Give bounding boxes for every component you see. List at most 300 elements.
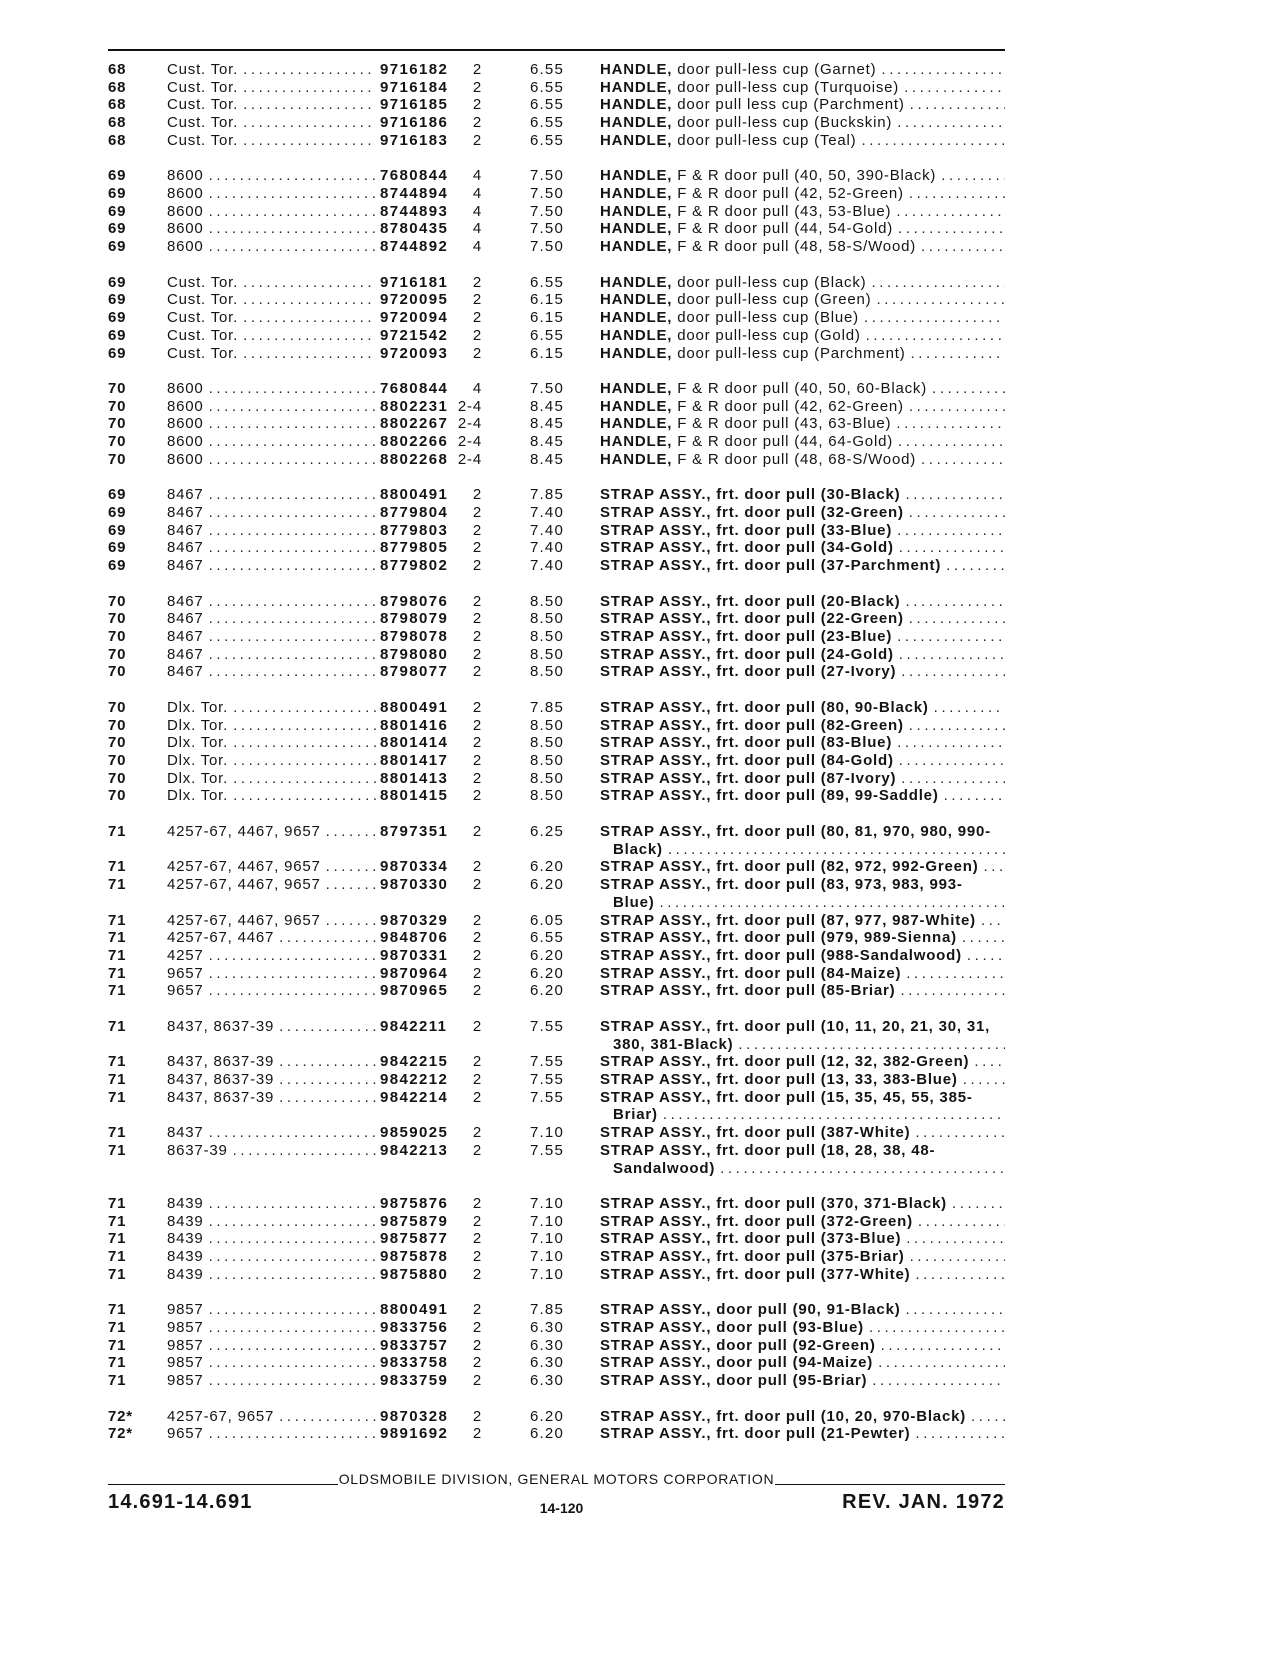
price: 8.45 <box>530 415 564 433</box>
description-text <box>600 1230 901 1248</box>
model-cell <box>167 1089 376 1107</box>
model-text: 9857 <box>167 1319 204 1337</box>
price: 7.10 <box>530 1195 564 1212</box>
model-cell <box>167 663 376 681</box>
part-number: 9870329 <box>380 911 449 929</box>
description-text <box>600 1408 966 1426</box>
description-detail: frt. door pull (372-Green) <box>716 1212 913 1230</box>
model-cell <box>167 398 376 416</box>
description-detail: door pull-less cup (Parchment) <box>677 344 906 362</box>
model-text: 8600 <box>167 167 204 185</box>
model-text: 8600 <box>167 450 204 468</box>
parts-row <box>108 1124 1005 1142</box>
parts-row <box>108 79 1005 97</box>
description-text <box>600 132 856 150</box>
part-name: HANDLE, <box>600 220 673 238</box>
parts-row <box>108 291 1005 309</box>
year-cell: 71 <box>108 1230 127 1248</box>
leader-dots <box>976 912 1005 930</box>
description-detail: F & R door pull (42, 62-Green) <box>677 397 904 415</box>
part-name: HANDLE, <box>600 344 673 362</box>
part-name: HANDLE, <box>600 291 673 309</box>
quantity: 2 <box>472 96 482 114</box>
quantity: 2 <box>472 1336 482 1354</box>
description <box>600 557 1005 575</box>
description-detail: frt. door pull (10, 11, 20, 21, 30, 31, <box>716 1017 991 1035</box>
description-text <box>600 1354 873 1372</box>
price: 7.55 <box>530 1141 564 1159</box>
quantity: 2 <box>472 787 482 805</box>
quantity: 2 <box>472 61 482 78</box>
leader-dots <box>204 1319 376 1337</box>
description-text <box>600 504 904 522</box>
leader-dots <box>204 1266 376 1284</box>
leader-dots <box>893 220 1005 238</box>
model-text: 8600 <box>167 238 204 256</box>
model-cell <box>167 628 376 646</box>
model-text: 8437, 8637-39 <box>167 1017 275 1035</box>
part-name: HANDLE, <box>600 96 673 114</box>
description <box>600 1319 1005 1337</box>
leader-dots <box>715 1160 1005 1178</box>
leader-dots <box>204 1230 376 1248</box>
price: 6.30 <box>530 1372 564 1390</box>
quantity: 2 <box>472 1354 482 1372</box>
leader-dots <box>204 398 376 416</box>
model-cell <box>167 433 376 451</box>
quantity: 2 <box>472 1319 482 1337</box>
year-cell: 70 <box>108 379 127 397</box>
price: 7.10 <box>530 1124 564 1142</box>
header-rule <box>108 49 1005 51</box>
model-text: 9657 <box>167 964 204 982</box>
description <box>600 1408 1005 1426</box>
part-number: 8801414 <box>380 734 449 752</box>
leader-dots <box>204 557 376 575</box>
description-detail: frt. door pull (12, 32, 382-Green) <box>716 1053 970 1071</box>
quantity: 2 <box>472 610 482 628</box>
model-cell <box>167 345 376 363</box>
quantity: 2 <box>472 309 482 327</box>
part-name: STRAP ASSY., <box>600 592 712 610</box>
description-text <box>600 238 916 256</box>
quantity: 2 <box>472 1407 482 1425</box>
parts-row <box>108 96 1005 114</box>
quantity: 2 <box>472 1124 482 1142</box>
price: 6.55 <box>530 131 564 149</box>
leader-dots <box>893 433 1005 451</box>
description <box>600 1071 1005 1089</box>
model-cell <box>167 1071 376 1089</box>
price: 7.50 <box>530 185 564 203</box>
parts-row <box>108 1354 1005 1372</box>
part-number: 9870965 <box>380 982 449 1000</box>
price: 7.50 <box>530 220 564 238</box>
price: 7.50 <box>530 379 564 397</box>
description <box>600 1372 1005 1390</box>
price: 8.50 <box>530 787 564 805</box>
year-cell: 68 <box>108 96 127 114</box>
part-number: 7680844 <box>380 167 449 185</box>
leader-dots <box>901 965 1005 983</box>
description-detail: frt. door pull (10, 20, 970-Black) <box>716 1407 967 1425</box>
leader-dots <box>204 220 376 238</box>
description-text <box>600 203 891 221</box>
description-detail: frt. door pull (84-Maize) <box>716 964 902 982</box>
year-cell: 69 <box>108 309 127 327</box>
quantity: 2 <box>472 557 482 575</box>
model-cell <box>167 610 376 628</box>
quantity: 2 <box>472 503 482 521</box>
year-cell: 70 <box>108 645 127 663</box>
description <box>600 1053 1005 1071</box>
part-name: STRAP ASSY., <box>600 946 712 964</box>
model-cell <box>167 699 376 717</box>
quantity: 2 <box>472 1053 482 1071</box>
description-text <box>600 1372 867 1390</box>
model-cell <box>167 327 376 345</box>
part-name: HANDLE, <box>600 415 673 433</box>
description-detail: door pull-less cup (Teal) <box>677 131 857 149</box>
model-cell <box>167 876 376 894</box>
part-name: STRAP ASSY., <box>600 1354 712 1372</box>
parts-row <box>108 539 1005 557</box>
description-text <box>600 1266 910 1284</box>
year-cell: 71 <box>108 822 127 840</box>
part-name: STRAP ASSY., <box>600 929 712 947</box>
part-name: HANDLE, <box>600 238 673 256</box>
leader-dots <box>867 1372 1005 1390</box>
part-number: 8798078 <box>380 628 449 645</box>
model-text: Dlx. Tor. <box>167 787 229 805</box>
model-cell <box>167 752 376 770</box>
part-name: HANDLE, <box>600 397 673 415</box>
part-number: 8779805 <box>380 539 449 557</box>
price: 8.50 <box>530 645 564 663</box>
description <box>600 1089 1005 1107</box>
model-cell <box>167 823 376 841</box>
description-detail: door pull-less cup (Turquoise) <box>677 78 900 96</box>
description-text <box>600 96 905 114</box>
description-text <box>600 947 962 965</box>
year-cell: 71 <box>108 911 127 929</box>
part-name: STRAP ASSY., <box>600 982 712 1000</box>
leader-dots <box>906 345 1006 363</box>
leader-dots <box>905 96 1005 114</box>
part-number: 8800491 <box>380 486 449 504</box>
year-cell: 70 <box>108 787 127 805</box>
leader-dots <box>892 628 1005 646</box>
description <box>600 770 1005 788</box>
description <box>600 1018 1005 1036</box>
model-cell <box>167 291 376 309</box>
model-text: 8439 <box>167 1265 204 1283</box>
part-number: 9875879 <box>380 1212 449 1230</box>
leader-dots <box>929 699 1005 717</box>
quantity: 2 <box>472 291 482 309</box>
model-cell <box>167 238 376 256</box>
description <box>600 734 1005 752</box>
parts-row <box>108 1301 1005 1319</box>
description-detail: frt. door pull (87-Ivory) <box>716 769 897 787</box>
description-text <box>600 1319 864 1337</box>
parts-row <box>108 238 1005 256</box>
part-name: STRAP ASSY., <box>600 1017 712 1035</box>
leader-dots <box>204 1195 376 1213</box>
part-number: 8779804 <box>380 503 449 521</box>
model-text: 4257-67, 4467, 9657 <box>167 876 321 894</box>
description-detail: frt. door pull (387-White) <box>716 1124 911 1142</box>
leader-dots <box>228 770 376 788</box>
description-text <box>600 79 899 97</box>
year-cell: 70 <box>108 450 127 468</box>
model-cell <box>167 1053 376 1071</box>
part-name: HANDLE, <box>600 114 673 132</box>
price: 7.85 <box>530 486 564 504</box>
price: 7.55 <box>530 1017 564 1035</box>
footer-rule-left-line <box>108 1484 338 1485</box>
year-cell: 69 <box>108 326 127 344</box>
leader-dots <box>896 770 1005 788</box>
leader-dots <box>916 451 1005 469</box>
leader-dots <box>892 114 1005 132</box>
description <box>600 1354 1005 1372</box>
leader-dots <box>892 522 1005 540</box>
leader-dots <box>238 114 376 132</box>
year-cell: 71 <box>108 1141 127 1159</box>
price: 7.40 <box>530 503 564 521</box>
quantity: 2 <box>472 114 482 132</box>
part-number: 9716186 <box>380 114 449 132</box>
description-detail: frt. door pull (89, 99-Saddle) <box>716 787 939 805</box>
quantity: 4 <box>472 185 482 203</box>
part-name: STRAP ASSY., <box>600 645 712 663</box>
model-cell <box>167 1018 376 1036</box>
model-cell <box>167 787 376 805</box>
price: 6.55 <box>530 61 564 78</box>
year-cell: 70 <box>108 415 127 433</box>
description <box>600 1301 1005 1319</box>
parts-row <box>108 327 1005 345</box>
leader-dots <box>663 841 1005 859</box>
model-cell <box>167 1408 376 1426</box>
description <box>600 965 1005 983</box>
leader-dots <box>321 912 376 930</box>
quantity: 2 <box>472 592 482 610</box>
description <box>600 628 1005 646</box>
leader-dots <box>941 557 1005 575</box>
footer-division-text: OLDSMOBILE DIVISION, GENERAL MOTORS CORPORATION <box>338 1471 775 1487</box>
description-text <box>600 965 901 983</box>
parts-row <box>108 274 1005 292</box>
quantity: 2 <box>472 769 482 787</box>
description <box>600 451 1005 469</box>
description-continuation <box>613 1036 1005 1054</box>
description-detail: F & R door pull (48, 68-S/Wood) <box>677 450 917 468</box>
description <box>600 185 1005 203</box>
description-text <box>600 345 906 363</box>
part-number: 9870331 <box>380 946 449 964</box>
description <box>600 752 1005 770</box>
section-number: 14.691-14.691 <box>108 1491 253 1513</box>
leader-dots <box>204 1425 376 1443</box>
description-detail: F & R door pull (42, 52-Green) <box>677 185 904 203</box>
price: 7.55 <box>530 1088 564 1106</box>
year-cell: 71 <box>108 1124 127 1142</box>
leader-dots <box>901 1301 1005 1319</box>
description-detail: frt. door pull (82-Green) <box>716 716 904 734</box>
description-continuation-text: 380, 381-Black) <box>613 1035 734 1053</box>
quantity: 2 <box>472 698 482 716</box>
model-cell <box>167 504 376 522</box>
part-number: 8780435 <box>380 220 449 238</box>
description-detail: frt. door pull (80, 90-Black) <box>716 698 929 716</box>
description <box>600 699 1005 717</box>
description-detail: F & R door pull (43, 63-Blue) <box>677 415 892 433</box>
quantity: 2 <box>472 858 482 876</box>
price: 7.40 <box>530 539 564 557</box>
year-cell: 69 <box>108 539 127 557</box>
quantity: 2 <box>472 645 482 663</box>
leader-dots <box>274 1408 376 1426</box>
description <box>600 61 1005 79</box>
part-number: 9848706 <box>380 929 449 947</box>
model-cell <box>167 522 376 540</box>
footer-rule-right-line <box>775 1484 1005 1485</box>
description-detail: F & R door pull (40, 50, 60-Black) <box>677 379 928 397</box>
model-text: Cust. Tor. <box>167 114 239 132</box>
year-cell: 69 <box>108 185 127 203</box>
leader-dots <box>238 132 376 150</box>
description <box>600 79 1005 97</box>
leader-dots <box>238 96 376 114</box>
leader-dots <box>910 1124 1005 1142</box>
part-number: 9875880 <box>380 1265 449 1283</box>
part-number: 9716181 <box>380 273 449 291</box>
part-name: STRAP ASSY., <box>600 1336 712 1354</box>
parts-row <box>108 699 1005 717</box>
part-name: STRAP ASSY., <box>600 716 712 734</box>
year-cell: 70 <box>108 433 127 451</box>
quantity: 2 <box>472 716 482 734</box>
year-cell: 71 <box>108 1354 127 1372</box>
leader-dots <box>204 1213 376 1231</box>
description-detail: door pull-less cup (Green) <box>677 291 872 309</box>
description-text <box>600 929 957 947</box>
part-name: STRAP ASSY., <box>600 1407 712 1425</box>
leader-dots <box>969 1053 1005 1071</box>
year-cell: 69 <box>108 291 127 309</box>
leader-dots <box>894 752 1005 770</box>
description-text <box>600 380 927 398</box>
model-cell <box>167 965 376 983</box>
model-text: 8600 <box>167 433 204 451</box>
price: 8.50 <box>530 592 564 610</box>
model-text: 4257-67, 4467, 9657 <box>167 911 321 929</box>
part-name: STRAP ASSY., <box>600 1141 712 1159</box>
part-number: 8802267 <box>380 415 449 433</box>
year-cell: 68 <box>108 131 127 149</box>
description <box>600 929 1005 947</box>
part-name: STRAP ASSY., <box>600 610 712 628</box>
leader-dots <box>913 1213 1005 1231</box>
description-text <box>600 734 892 752</box>
quantity: 2 <box>472 131 482 149</box>
description-detail: F & R door pull (48, 58-S/Wood) <box>677 238 917 256</box>
price: 7.55 <box>530 1070 564 1088</box>
description-text <box>600 912 976 930</box>
part-name: STRAP ASSY., <box>600 876 712 894</box>
parts-group <box>108 486 1005 575</box>
quantity: 2 <box>472 1017 482 1035</box>
description <box>600 947 1005 965</box>
leader-dots <box>228 1142 376 1160</box>
leader-dots <box>238 291 376 309</box>
year-cell: 71 <box>108 858 127 876</box>
description <box>600 912 1005 930</box>
part-number: 8798077 <box>380 663 449 681</box>
model-cell <box>167 96 376 114</box>
description <box>600 876 1005 894</box>
leader-dots <box>904 717 1005 735</box>
quantity: 2 <box>472 1070 482 1088</box>
description <box>600 539 1005 557</box>
year-cell: 70 <box>108 769 127 787</box>
parts-row <box>108 734 1005 752</box>
year-cell: 68 <box>108 114 127 132</box>
part-name: HANDLE, <box>600 326 673 344</box>
description-detail: frt. door pull (83-Blue) <box>716 734 893 752</box>
description-continuation <box>613 1160 1005 1178</box>
leader-dots <box>204 504 376 522</box>
part-number: 8798076 <box>380 592 449 610</box>
part-name: STRAP ASSY., <box>600 1195 712 1212</box>
description-text <box>600 770 896 788</box>
parts-group <box>108 699 1005 805</box>
model-text: Dlx. Tor. <box>167 716 229 734</box>
quantity: 2 <box>472 628 482 645</box>
description-detail: F & R door pull (44, 54-Gold) <box>677 220 894 238</box>
part-number: 9870330 <box>380 876 449 894</box>
year-cell: 71 <box>108 1265 127 1283</box>
quantity: 2 <box>472 752 482 770</box>
price: 6.55 <box>530 96 564 114</box>
leader-dots <box>204 947 376 965</box>
description-text <box>600 398 904 416</box>
leader-dots <box>892 734 1005 752</box>
part-name: STRAP ASSY., <box>600 1124 712 1142</box>
quantity: 2 <box>472 521 482 539</box>
parts-row-continuation <box>108 894 1005 912</box>
part-number: 9716185 <box>380 96 449 114</box>
part-name: HANDLE, <box>600 450 673 468</box>
parts-row <box>108 717 1005 735</box>
quantity: 2-4 <box>457 415 482 433</box>
model-cell <box>167 451 376 469</box>
model-cell <box>167 1319 376 1337</box>
model-text: Cust. Tor. <box>167 78 239 96</box>
description-detail: frt. door pull (370, 371-Black) <box>716 1195 947 1212</box>
part-number: 9833756 <box>380 1319 449 1337</box>
leader-dots <box>866 274 1005 292</box>
description-detail: door pull-less cup (Gold) <box>677 326 861 344</box>
model-cell <box>167 1301 376 1319</box>
quantity: 2 <box>472 946 482 964</box>
part-number: 8797351 <box>380 822 449 840</box>
leader-dots <box>658 1106 1005 1124</box>
part-number: 8802268 <box>380 450 449 468</box>
description-detail: frt. door pull (375-Briar) <box>716 1248 905 1266</box>
